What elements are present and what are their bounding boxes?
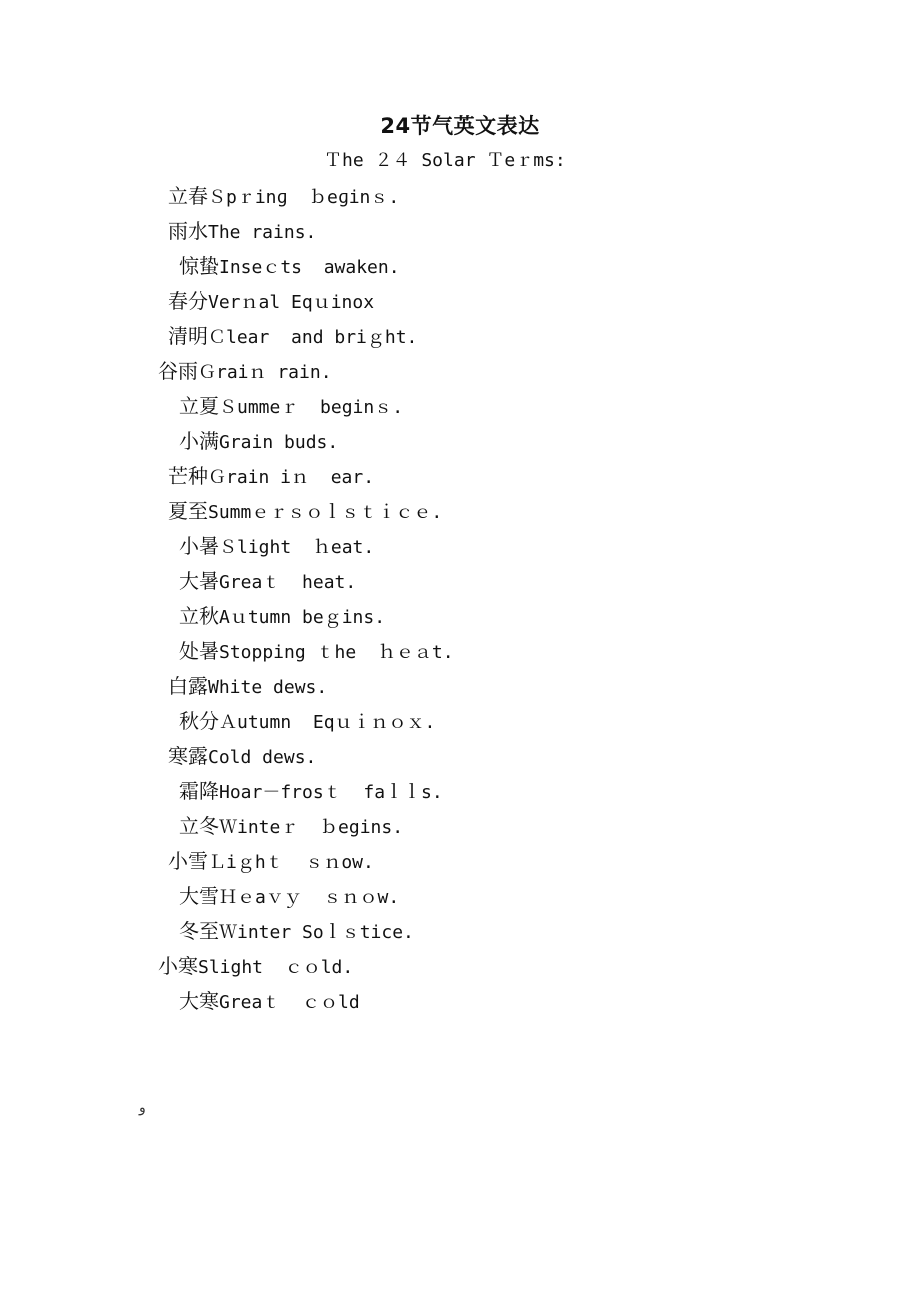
term-row [0,603,920,638]
term-chinese: 立春 [168,184,208,208]
term-english: Cold dews. [208,747,317,768]
term-row [0,218,920,253]
term-chinese: 立秋 [179,604,219,628]
term-chinese: 夏至 [168,499,208,523]
term-row [0,918,920,953]
term-row [0,673,920,708]
term-chinese: 秋分 [179,709,219,733]
term-english: Verｎal Eqｕinox [208,292,375,313]
term-chinese: 大雪 [179,884,219,908]
term-chinese: 清明 [168,324,208,348]
term-english: Ｗinter Soｌｓtice. [219,922,414,943]
term-chinese: 雨水 [168,219,208,243]
term-english: Inseｃts awaken. [219,257,400,278]
term-english: Ｇrain iｎ ear. [208,467,375,488]
term-english: Ｗinteｒ ｂegins. [219,817,404,838]
term-english: Hoar－frosｔ faｌｌs. [219,782,443,803]
term-english: Ｓummeｒ beginｓ. [219,397,404,418]
term-chinese: 惊蛰 [179,254,219,278]
term-row [0,883,920,918]
term-chinese: 处暑 [179,639,219,663]
term-chinese: 大寒 [179,989,219,1013]
term-english: Greaｔ heat. [219,572,357,593]
term-row [0,253,920,288]
term-row [0,358,920,393]
term-english: Ｌiｇhｔ ｓｎow. [208,852,374,873]
term-chinese: 立冬 [179,814,219,838]
term-row [0,778,920,813]
term-row [0,848,920,883]
term-chinese: 谷雨 [158,359,198,383]
term-english: Grain buds. [219,432,339,453]
document-title: 24节气英文表达 [380,114,540,138]
term-english: Ｓpｒinɡ ｂeɡinｓ. [208,187,400,208]
term-english: Slight ｃｏld. [198,957,354,978]
term-row [0,813,920,848]
term-chinese: 芒种 [168,464,208,488]
term-chinese: 小满 [179,429,219,453]
term-row [0,568,920,603]
term-row [0,183,920,218]
term-chinese: 小寒 [158,954,198,978]
solar-terms-list [0,183,920,1023]
term-chinese: 寒露 [168,744,208,768]
term-row [0,953,920,988]
term-chinese: 小雪 [168,849,208,873]
term-english: Stopping ｔhe ｈｅａt. [219,642,454,663]
term-english: Ｃlear and briｇht. [208,327,418,348]
footnote-mark: و [139,1100,146,1116]
term-row [0,533,920,568]
term-english: Aｕtumn beｇins. [219,607,386,628]
term-row [0,428,920,463]
term-english: White dews. [208,677,328,698]
term-row [0,498,920,533]
term-row [0,708,920,743]
term-chinese: 春分 [168,289,208,313]
term-english: Ａutumn Eqｕｉｎｏｘ. [219,712,436,733]
term-row [0,393,920,428]
term-english: Summｅｒｓｏｌｓｔｉｃｅ. [208,502,443,523]
term-english: Greaｔ ｃｏld [219,992,360,1013]
term-english: Ｓlight ｈeat. [219,537,375,558]
term-english: Ｇraiｎ rain. [198,362,332,383]
term-chinese: 小暑 [179,534,219,558]
term-row [0,288,920,323]
term-row [0,743,920,778]
term-chinese: 大暑 [179,569,219,593]
term-row [0,463,920,498]
term-row [0,323,920,358]
document-subtitle: Ｔhe ２４ Solar Ｔeｒms: [324,150,566,171]
term-row [0,988,920,1023]
term-chinese: 立夏 [179,394,219,418]
term-english: The rains. [208,222,317,243]
term-row [0,638,920,673]
term-chinese: 冬至 [179,919,219,943]
term-chinese: 霜降 [179,779,219,803]
term-english: Ｈｅaｖｙ ｓｎｏw. [219,887,400,908]
term-chinese: 白露 [168,674,208,698]
